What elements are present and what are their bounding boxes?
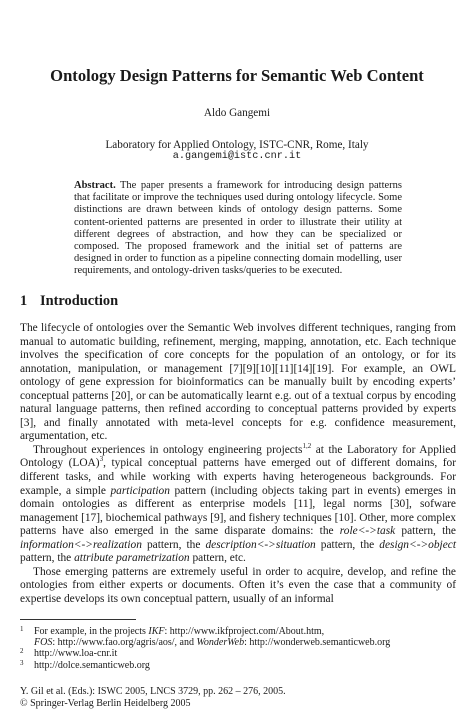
section-heading <box>20 293 118 310</box>
paper-title: Ontology Design Patterns for Semantic Web Content <box>50 66 424 85</box>
abstract-text: The paper presents a framework for introducing design patterns that facilitate or improve the techniques used during ontology lifecycle. Some distinctions are drawn between kinds of ontology design patterns. Some content-oriented patterns are presented in order to illustrate their utility at different degrees of abstraction, and how they can be specialized or composed. The proposed framework and the initial set of patterns are designed in order to function as a pipeline connecting domain modelling, user requirements, and ontology-driven tasks/queries to be executed. <box>74 180 403 277</box>
section-title: Introduction <box>40 293 119 309</box>
footnote-mark: 1 <box>20 625 24 633</box>
page-footer <box>20 686 286 710</box>
footnote-mark: 3 <box>20 658 24 667</box>
footnote-link[interactable]: http://dolce.semanticweb.org <box>34 659 150 671</box>
footnote-mark: 2 <box>20 647 24 656</box>
citation-line: Y. Gil et al. (Eds.): ISWC 2005, LNCS 3729, pp. 262 – 276, 2005. <box>20 686 286 697</box>
footnote-rule <box>20 619 136 620</box>
affiliation: Laboratory for Applied Ontology, ISTC-CNR, Rome, Italy <box>105 139 369 151</box>
footnote-ref-3: 3 <box>99 455 104 464</box>
author-name: Aldo Gangemi <box>203 107 271 119</box>
affiliation-block <box>0 139 474 163</box>
footnote-1: 1 For example, in the projects IKF: http://www.ikfproject.com/About.htm, FOS: http://www.fao.org/agris/aos/, and WonderWeb: http://wonderweb.semanticweb.org <box>20 625 391 649</box>
paragraph-1: The lifecycle of ontologies over the Semantic Web involves different techniques, ranging from manual to automatic building, refinement, merging, mapping, annotation, etc. Each technique involves the specification of core concepts for the population of an ontology, or for its annotation, manipulation, or management [7][9][10][11][14][19]. For example, an OWL ontology of gene expression for bioinformatics can be manually built by encoding experts’ conceptual patterns [20], or can be automatically learnt e.g. out of a textual corpus by encoding natural language patterns, then refined according to conceptual patterns provided by experts [3], and finally annotated with meta-level concepts for e.g. confidence measurement, argumentation, etc. <box>20 322 456 443</box>
section-number: 1 <box>20 293 28 309</box>
footnotes <box>20 626 456 671</box>
footnote-3 <box>20 660 456 671</box>
paragraph-3: Those emerging patterns are extremely useful in order to acquire, develop, and refine the ontologies from either experts or documents. Often it’s even the case that a community of expertise develops its own conceptual pattern, usually of an informal <box>20 565 456 605</box>
abstract <box>74 180 402 278</box>
footnote-link[interactable]: http://www.loa-cnr.it <box>34 648 118 660</box>
abstract-label: Abstract. <box>74 180 116 191</box>
copyright-line: © Springer-Verlag Berlin Heidelberg 2005 <box>20 698 191 709</box>
author-email: a.gangemi@istc.cnr.it <box>172 151 302 162</box>
body-text <box>20 322 456 606</box>
footnote-ref-1-2: 1,2 <box>302 442 312 451</box>
footnote-2 <box>20 648 456 659</box>
paragraph-2: Throughout experiences in ontology engineering projects$^{1,2}$ at the Laboratory for Applied Ontology (LOA)$^3$, typical conceptual patterns have emerged out of different domains, for different tasks, and while working with experts having heterogeneous backgrounds. For example, a simple participation pattern (including objects taking part in events) emerges in domain ontologies as different as enterprise models [11], legal norms [30], sofware management [17], biochemical pathways [9], and fishery techniques [10]. Other, more complex patterns have also emerged in the same disparate domains: the role<->task pattern, the information<->realization pattern, the description<->situation pattern, the design<->object pattern, the attribute parametrization pattern, etc. <box>20 442 457 565</box>
